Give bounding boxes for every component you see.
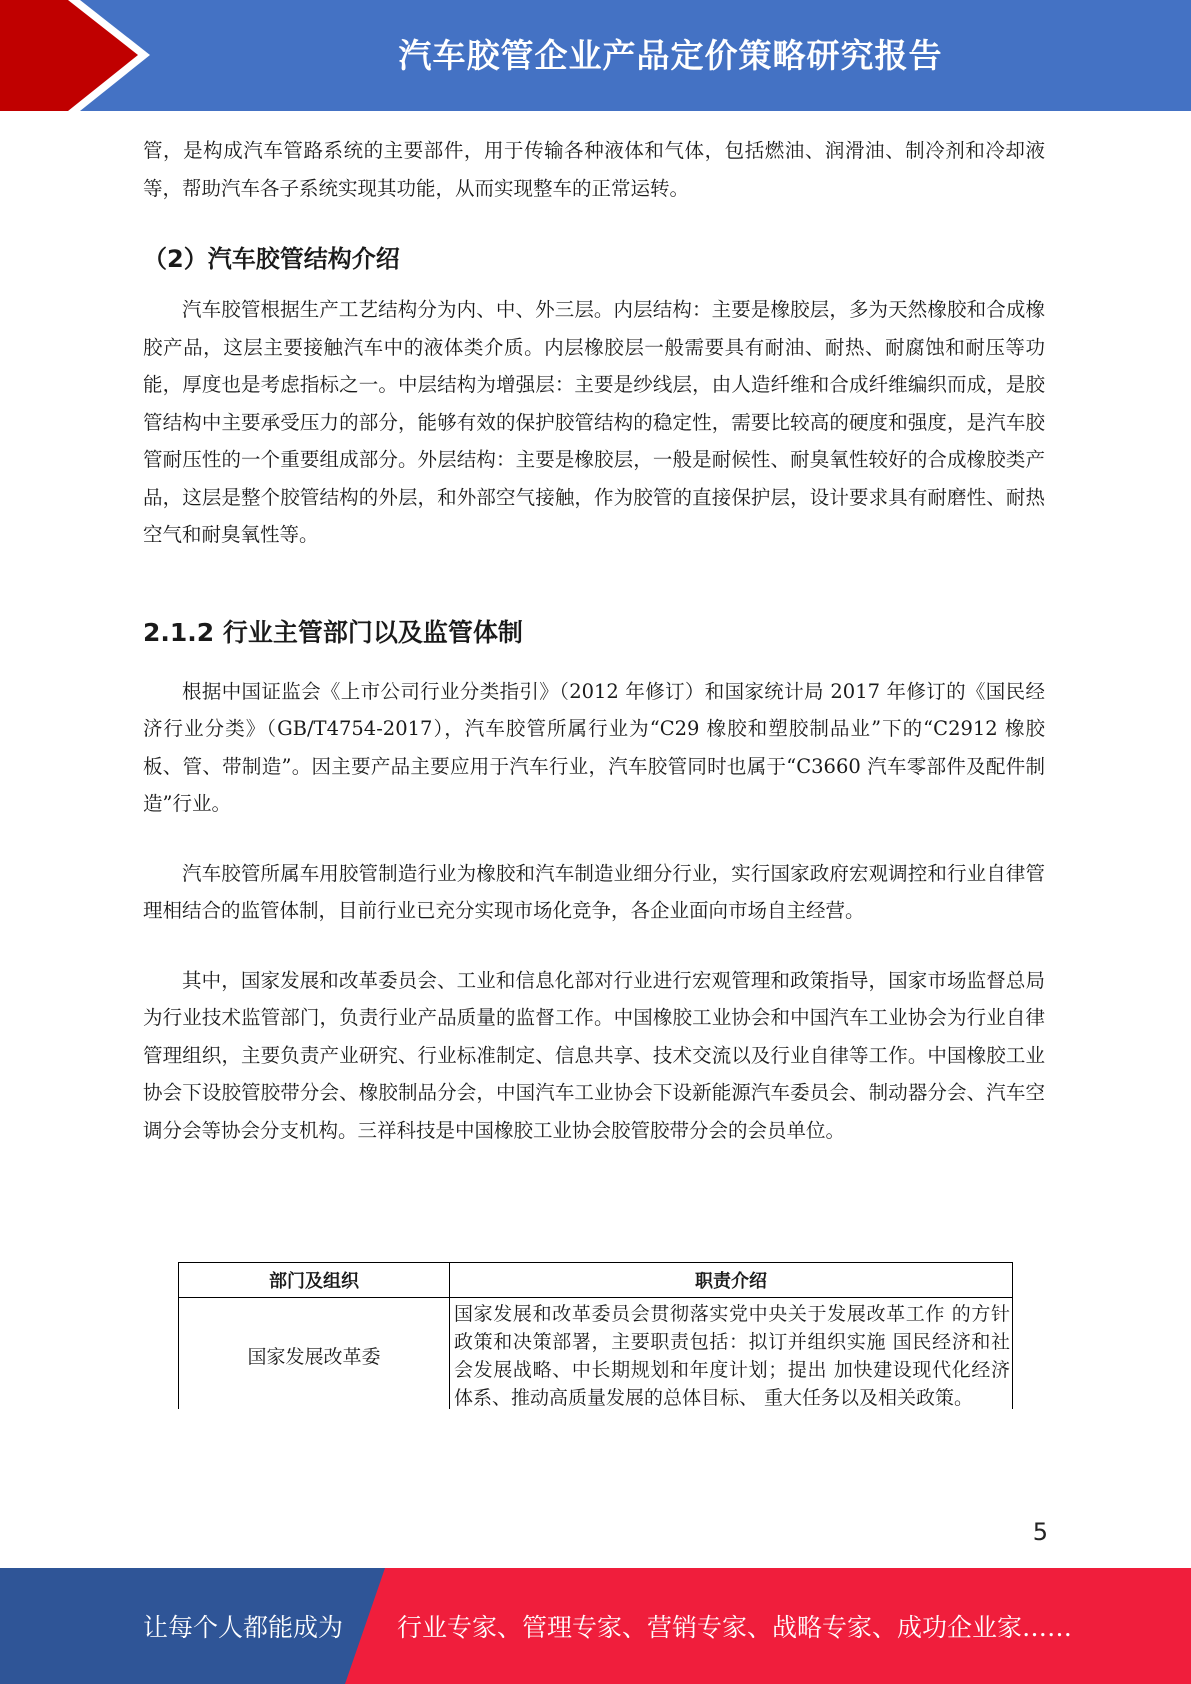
table-cell-duty: 国家发展和改革委员会贯彻落实党中央关于发展改革工作 的方针政策和决策部署，主要职责包括：拟订并组织实施 国民经济和社会发展战略、中长期规划和年度计划；提出 加快建设现代化经济体系、推动高质量发展的总体目标、 重大任务以及相关政策。 xyxy=(450,1298,1013,1410)
authorities-table-container xyxy=(178,1262,1013,1409)
page-number: 5 xyxy=(1032,1518,1048,1546)
footer-banner xyxy=(0,1568,1191,1684)
header-banner xyxy=(0,0,1191,111)
authorities-table xyxy=(178,1262,1013,1409)
regulation-paragraph: 汽车胶管所属车用胶管制造行业为橡胶和汽车制造业细分行业，实行国家政府宏观调控和行业自律管理相结合的监管体制，目前行业已充分实现市场化竞争，各企业面向市场自主经营。 xyxy=(143,861,1045,922)
table-header-duty: 职责介绍 xyxy=(450,1263,1013,1298)
table-header-row xyxy=(179,1263,1013,1298)
table-cell-org: 国家发展改革委 xyxy=(179,1298,450,1410)
classification-paragraph: 根据中国证监会《上市公司行业分类指引》（2012 年修订）和国家统计局 2017 年修订的《国民经济行业分类》（GB/T4754-2017），汽车胶管所属行业为“C29 橡胶和塑胶制品业”下的“C2912 橡胶板、管、带制造”。因主要产品主要应用于汽车行业，汽车胶管同时也属于“C3660 汽车零部件及配件制造”行业。 xyxy=(143,679,1045,815)
table-row xyxy=(179,1298,1013,1410)
authorities-paragraph: 其中，国家发展和改革委员会、工业和信息化部对行业进行宏观管理和政策指导，国家市场监督总局为行业技术监管部门，负责行业产品质量的监督工作。中国橡胶工业协会和中国汽车工业协会为行业自律管理组织，主要负责产业研究、行业标准制定、信息共享、技术交流以及行业自律等工作。中国橡胶工业协会下设胶管胶带分会、橡胶制品分会，中国汽车工业协会下设新能源汽车委员会、制动器分会、汽车空调分会等协会分支机构。三祥科技是中国橡胶工业协会胶管胶带分会的会员单位。 xyxy=(143,968,1045,1142)
header-chevron-arrow-icon xyxy=(0,0,140,111)
document-body xyxy=(143,132,1045,1149)
footer-slogan-left: 让每个人都能成为 xyxy=(143,1613,344,1642)
table-header-org: 部门及组织 xyxy=(179,1263,450,1298)
footer-slogan-right: 行业专家、管理专家、营销专家、战略专家、成功企业家…… xyxy=(397,1613,1073,1642)
structure-section-heading: （2）汽车胶管结构介绍 xyxy=(143,245,400,273)
intro-paragraph: 管，是构成汽车管路系统的主要部件，用于传输各种液体和气体，包括燃油、润滑油、制冷剂和冷却液等，帮助汽车各子系统实现其功能，从而实现整车的正常运转。 xyxy=(143,139,1045,200)
report-title: 汽车胶管企业产品定价策略研究报告 xyxy=(398,35,943,75)
regulation-section-heading: 2.1.2 行业主管部门以及监管体制 xyxy=(143,617,523,647)
structure-paragraph: 汽车胶管根据生产工艺结构分为内、中、外三层。内层结构：主要是橡胶层，多为天然橡胶和合成橡胶产品，这层主要接触汽车中的液体类介质。内层橡胶层一般需要具有耐油、耐热、耐腐蚀和耐压等功能，厚度也是考虑指标之一。中层结构为增强层：主要是纱线层，由人造纤维和合成纤维编织而成，是胶管结构中主要承受压力的部分，能够有效的保护胶管结构的稳定性，需要比较高的硬度和强度，是汽车胶管耐压性的一个重要组成部分。外层结构：主要是橡胶层，一般是耐候性、耐臭氧性较好的合成橡胶类产品，这层是整个胶管结构的外层，和外部空气接触，作为胶管的直接保护层，设计要求具有耐磨性、耐热空气和耐臭氧性等。 xyxy=(143,298,1045,546)
